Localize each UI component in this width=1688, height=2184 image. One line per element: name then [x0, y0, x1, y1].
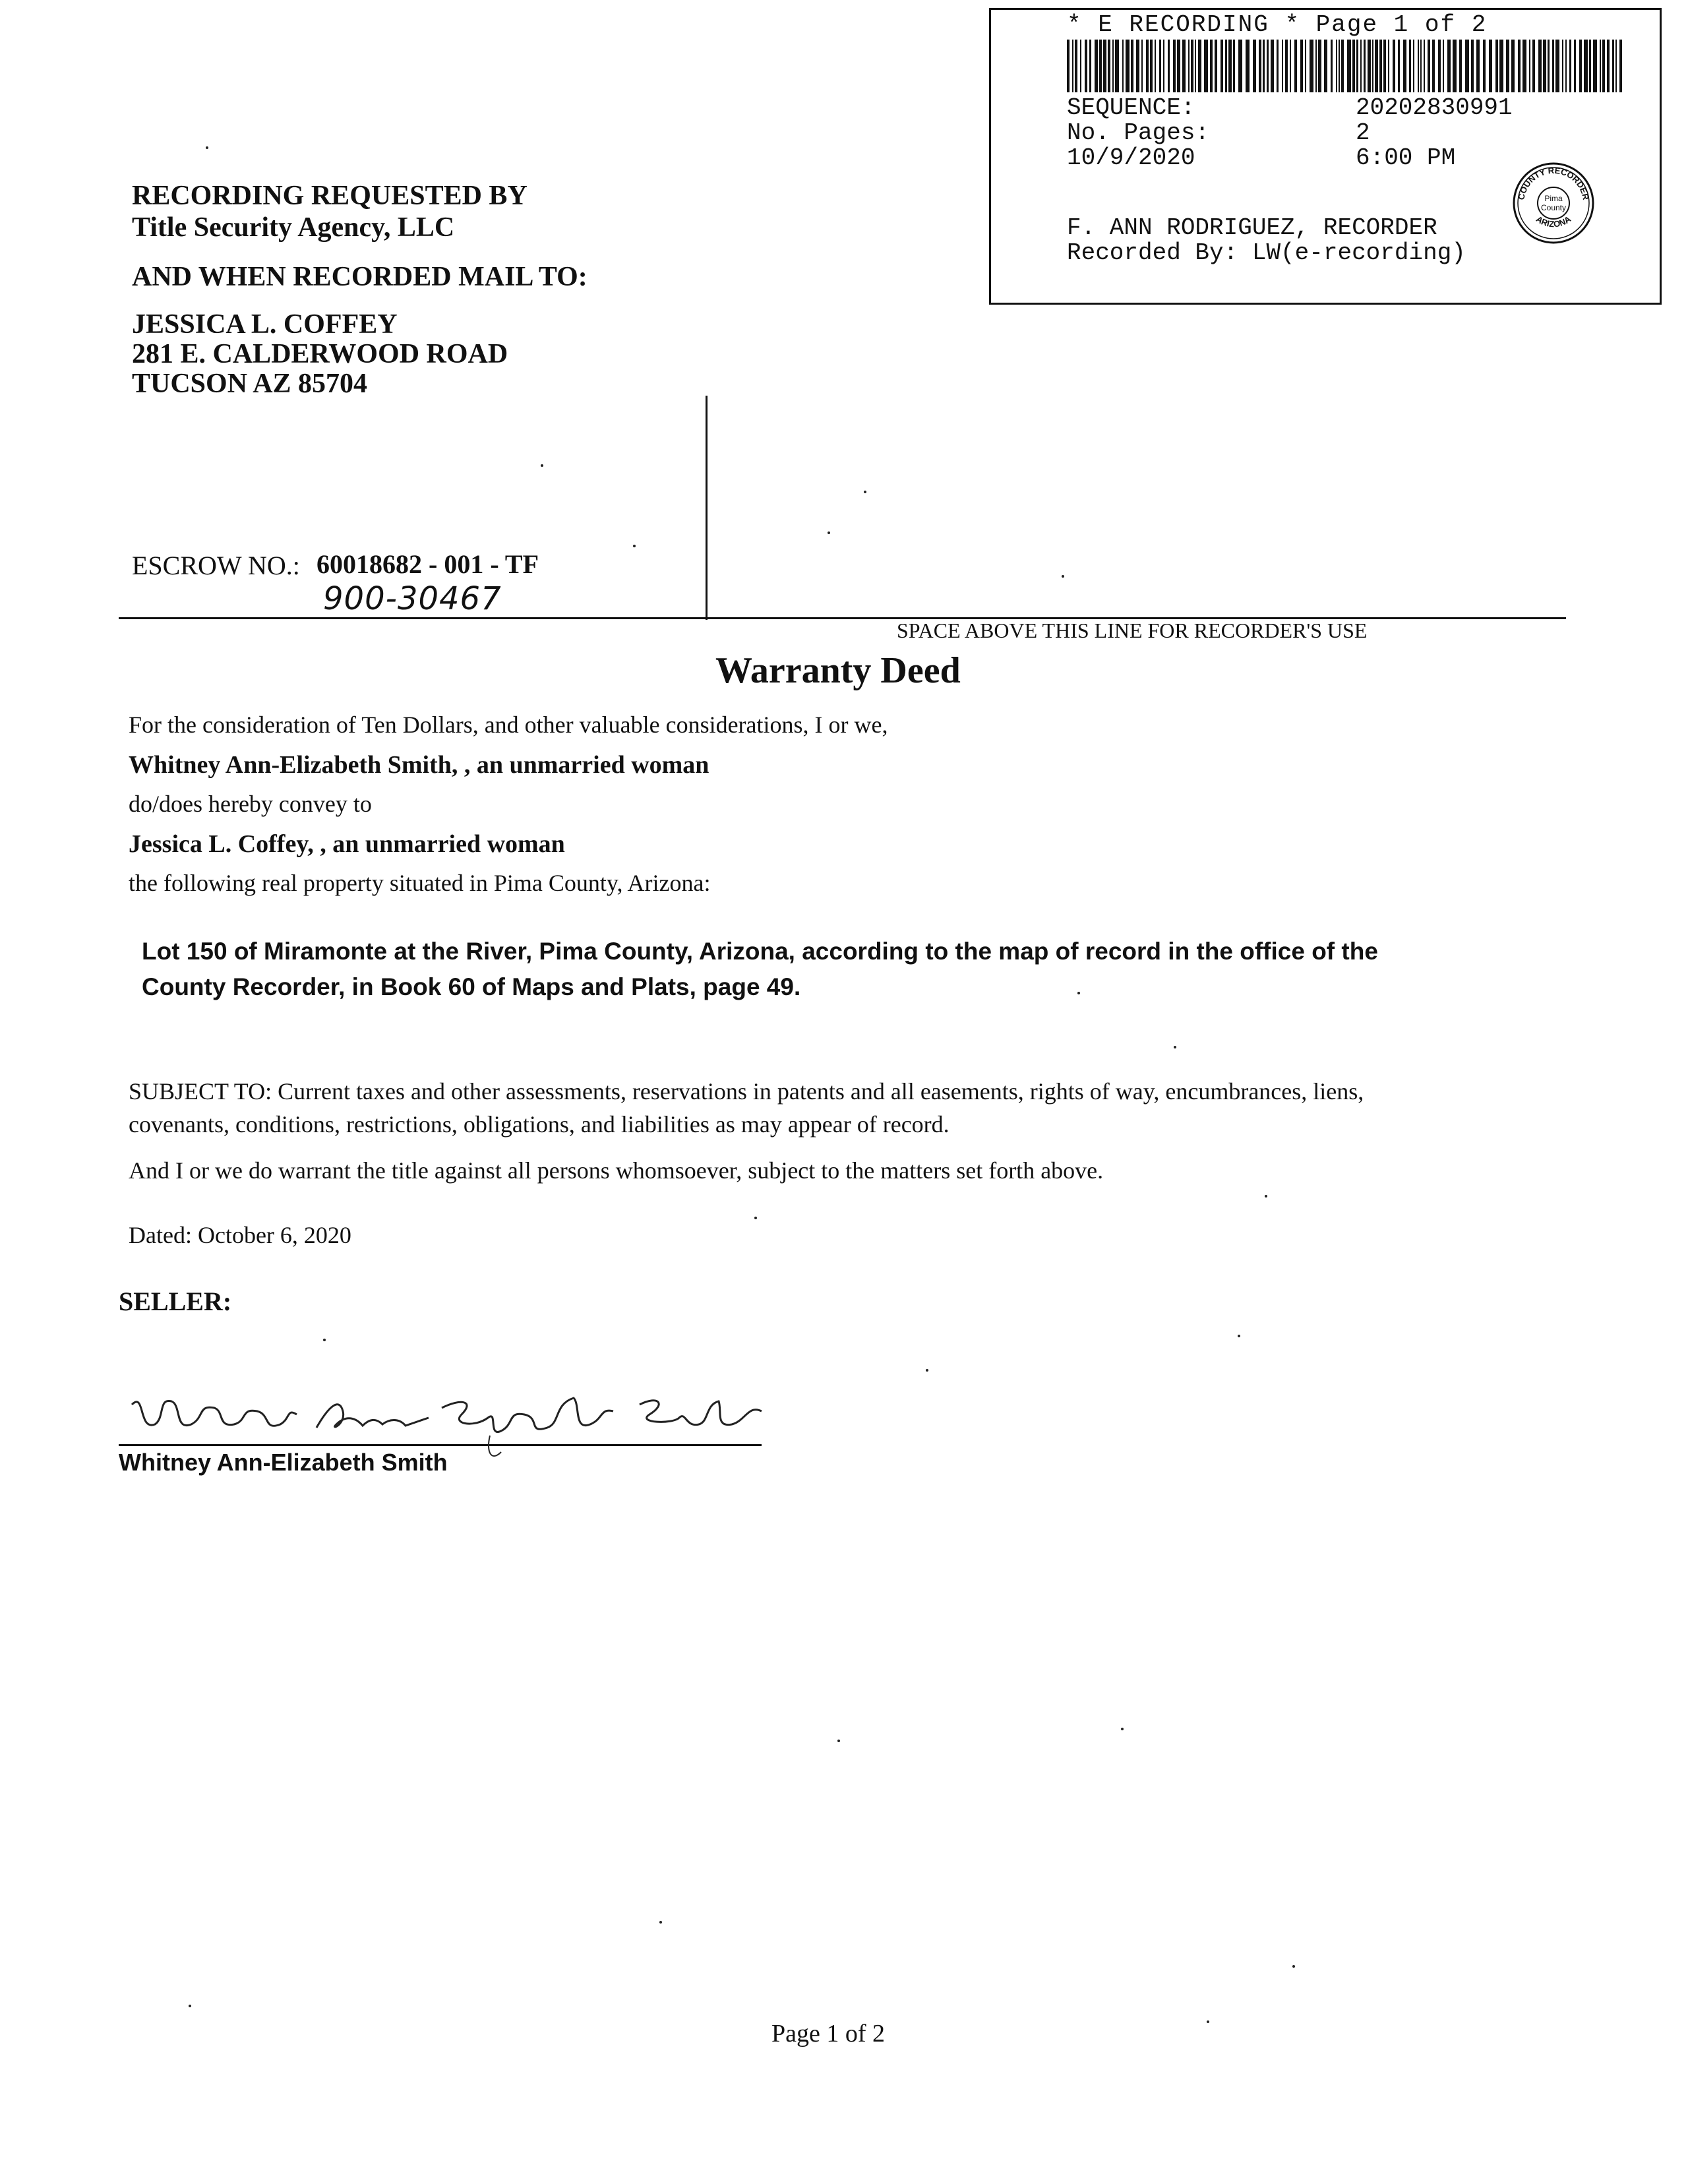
- barcode-bar: [1108, 40, 1110, 92]
- barcode-bar: [1267, 40, 1269, 92]
- barcode-bar: [1388, 40, 1389, 92]
- vertical-divider: [706, 396, 708, 620]
- barcode-bar: [1233, 40, 1235, 92]
- barcode-bar: [1383, 40, 1386, 92]
- barcode-bar: [1418, 40, 1419, 92]
- sequence-label: SEQUENCE:: [1067, 94, 1195, 121]
- barcode-bar: [1126, 40, 1130, 92]
- barcode-bar: [1228, 40, 1232, 92]
- barcode-bar: [1569, 40, 1571, 92]
- barcode-bar: [1339, 40, 1340, 92]
- barcode-bar: [1341, 40, 1344, 92]
- barcode-bar: [1225, 40, 1227, 92]
- barcode-bar: [1489, 40, 1492, 92]
- barcode-bar: [1589, 40, 1591, 92]
- page-number: Page 1 of 2: [771, 2020, 886, 2048]
- barcode-bar: [1574, 40, 1576, 92]
- barcode-bar: [1615, 40, 1617, 92]
- mail-to-city: TUCSON AZ 85704: [132, 369, 368, 399]
- barcode-bar: [1246, 40, 1250, 92]
- barcode-bar: [1543, 40, 1546, 92]
- barcode-bar: [1428, 40, 1430, 92]
- barcode-bar: [1115, 40, 1119, 92]
- barcode-bar: [1420, 40, 1422, 92]
- barcode-bar: [1310, 40, 1313, 92]
- barcode-bar: [1099, 40, 1102, 92]
- barcode-bar: [1584, 40, 1588, 92]
- stamp-header: * E RECORDING * Page 1 of 2: [1067, 11, 1488, 38]
- barcode-bar: [1300, 40, 1303, 92]
- escrow-number: 60018682 - 001 - TF: [316, 549, 539, 579]
- barcode-bar: [1195, 40, 1196, 92]
- barcode-bar: [1438, 40, 1441, 92]
- barcode-bar: [1602, 40, 1605, 92]
- barcode-bar: [1538, 40, 1542, 92]
- recorded-by: Recorded By: LW(e-recording): [1067, 239, 1466, 266]
- barcode-bar: [1403, 40, 1406, 92]
- barcode-bar: [1282, 40, 1283, 92]
- recorder-space-note: SPACE ABOVE THIS LINE FOR RECORDER'S USE: [897, 619, 1368, 642]
- requesting-agency: Title Security Agency, LLC: [132, 212, 455, 243]
- subject-to-line-1: SUBJECT TO: Current taxes and other assessments, reservations in patents and all easements, rights of way, encumbrances, liens,: [129, 1078, 1364, 1105]
- barcode-bar: [1067, 40, 1070, 92]
- barcode-bar: [1277, 40, 1279, 92]
- pages-label: No. Pages:: [1067, 119, 1210, 146]
- barcode-bar: [1085, 40, 1087, 92]
- seal-center-2: County: [1540, 203, 1567, 212]
- barcode-bar: [1191, 40, 1193, 92]
- barcode-bar: [1432, 40, 1435, 92]
- recorder-name: F. ANN RODRIGUEZ, RECORDER: [1067, 214, 1437, 241]
- legal-description-line-1: Lot 150 of Miramonte at the River, Pima County, Arizona, according to the map of record in the office of the: [142, 938, 1378, 965]
- barcode-bar: [1318, 40, 1321, 92]
- barcode-bar: [1089, 40, 1091, 92]
- barcode-bar: [1080, 40, 1081, 92]
- grantee-name: Jessica L. Coffey, , an unmarried woman: [129, 830, 565, 858]
- barcode-bar: [1352, 40, 1355, 92]
- barcode-bar: [1368, 40, 1371, 92]
- barcode-bar: [1215, 40, 1217, 92]
- barcode-bar: [1499, 40, 1503, 92]
- barcode-bar: [1221, 40, 1223, 92]
- barcode-bar: [1424, 40, 1425, 92]
- barcode-bar: [1372, 40, 1373, 92]
- barcode-bar: [1198, 40, 1201, 92]
- barcode-bar: [1453, 40, 1457, 92]
- barcode-bar: [1375, 40, 1378, 92]
- barcode-bar: [1188, 40, 1190, 92]
- barcode-bar: [1331, 40, 1333, 92]
- barcode-bar: [1177, 40, 1180, 92]
- barcode-bar: [1483, 40, 1486, 92]
- convey-text: do/does hereby convey to: [129, 791, 372, 817]
- barcode-bar: [1136, 40, 1139, 92]
- barcode-bar: [1360, 40, 1362, 92]
- barcode-bar: [1409, 40, 1411, 92]
- barcode-bar: [1112, 40, 1114, 92]
- recording-time: 6:00 PM: [1356, 144, 1456, 171]
- barcode-bar: [1263, 40, 1265, 92]
- barcode-bar: [1393, 40, 1395, 92]
- seller-signature: [119, 1378, 771, 1451]
- barcode-bar: [1529, 40, 1530, 92]
- barcode-bar: [1204, 40, 1208, 92]
- barcode-bar: [1413, 40, 1414, 92]
- seal-bottom-text: ARIZONA: [1534, 214, 1573, 229]
- recording-requested-label: RECORDING REQUESTED BY: [132, 181, 528, 211]
- barcode-bar: [1506, 40, 1509, 92]
- barcode-bar: [1495, 40, 1498, 92]
- escrow-label: ESCROW NO.:: [132, 551, 300, 580]
- recording-date: 10/9/2020: [1067, 144, 1195, 171]
- recording-stamp: [989, 8, 1662, 305]
- barcode-bar: [1548, 40, 1550, 92]
- barcode-bar: [1315, 40, 1317, 92]
- barcode-bar: [1324, 40, 1327, 92]
- seal-top-text: COUNTY RECORDER: [1516, 165, 1591, 201]
- barcode-bar: [1075, 40, 1077, 92]
- barcode-bar: [1579, 40, 1582, 92]
- barcode-bar: [1476, 40, 1480, 92]
- sequence-value: 20202830991: [1356, 94, 1513, 121]
- barcode-bar: [1146, 40, 1149, 92]
- barcode-bar: [1565, 40, 1567, 92]
- barcode: [1067, 40, 1627, 92]
- seller-printed-name: Whitney Ann-Elizabeth Smith: [119, 1449, 448, 1476]
- barcode-bar: [1168, 40, 1170, 92]
- barcode-bar: [1290, 40, 1291, 92]
- barcode-bar: [1471, 40, 1474, 92]
- barcode-bar: [1238, 40, 1242, 92]
- signature-line: [119, 1444, 762, 1446]
- barcode-bar: [1511, 40, 1515, 92]
- barcode-bar: [1555, 40, 1559, 92]
- county-seal-icon: [1511, 160, 1596, 246]
- barcode-bar: [1532, 40, 1535, 92]
- barcode-bar: [1465, 40, 1469, 92]
- barcode-bar: [1607, 40, 1610, 92]
- barcode-bar: [1356, 40, 1358, 92]
- consideration-text: For the consideration of Ten Dollars, and other valuable considerations, I or we,: [129, 712, 888, 738]
- barcode-bar: [1072, 40, 1073, 92]
- barcode-bar: [1294, 40, 1297, 92]
- barcode-bar: [1271, 40, 1274, 92]
- escrow-handwritten-number: 900-30467: [323, 580, 502, 617]
- barcode-bar: [1095, 40, 1098, 92]
- subject-to-line-2: covenants, conditions, restrictions, obligations, and liabilities as may appear of record.: [129, 1111, 950, 1138]
- barcode-bar: [1347, 40, 1351, 92]
- legal-description-line-2: County Recorder, in Book 60 of Maps and Plats, page 49.: [142, 973, 801, 1000]
- mail-to-street: 281 E. CALDERWOOD ROAD: [132, 339, 508, 369]
- mail-to-name: JESSICA L. COFFEY: [132, 309, 398, 340]
- barcode-bar: [1518, 40, 1521, 92]
- barcode-bar: [1612, 40, 1614, 92]
- warrant-text: And I or we do warrant the title against all persons whomsoever, subject to the matters set forth above.: [129, 1157, 1104, 1184]
- barcode-bar: [1398, 40, 1400, 92]
- barcode-bar: [1600, 40, 1601, 92]
- seal-center-1: Pima: [1544, 194, 1563, 203]
- pages-value: 2: [1356, 119, 1370, 146]
- document-title: Warranty Deed: [715, 650, 961, 691]
- barcode-bar: [1163, 40, 1164, 92]
- barcode-bar: [1619, 40, 1622, 92]
- barcode-bar: [1459, 40, 1462, 92]
- svg-text:ARIZONA: [1534, 214, 1573, 229]
- barcode-bar: [1210, 40, 1213, 92]
- barcode-bar: [1182, 40, 1186, 92]
- barcode-bar: [1131, 40, 1133, 92]
- signature-flourish: [485, 1432, 504, 1465]
- barcode-bar: [1593, 40, 1597, 92]
- grantor-name: Whitney Ann-Elizabeth Smith, , an unmarried woman: [129, 751, 709, 779]
- barcode-bar: [1259, 40, 1261, 92]
- barcode-bar: [1364, 40, 1366, 92]
- barcode-bar: [1443, 40, 1444, 92]
- barcode-bar: [1159, 40, 1161, 92]
- barcode-bar: [1336, 40, 1337, 92]
- barcode-bar: [1285, 40, 1288, 92]
- barcode-bar: [1150, 40, 1153, 92]
- barcode-bar: [1562, 40, 1563, 92]
- barcode-bar: [1173, 40, 1176, 92]
- barcode-bar: [1552, 40, 1554, 92]
- dated-text: Dated: October 6, 2020: [129, 1222, 351, 1248]
- barcode-bar: [1253, 40, 1256, 92]
- mail-to-label: AND WHEN RECORDED MAIL TO:: [132, 262, 588, 292]
- barcode-bar: [1155, 40, 1156, 92]
- barcode-bar: [1447, 40, 1451, 92]
- barcode-bar: [1103, 40, 1106, 92]
- barcode-bar: [1379, 40, 1382, 92]
- barcode-bar: [1522, 40, 1526, 92]
- property-intro: the following real property situated in Pima County, Arizona:: [129, 870, 711, 896]
- barcode-bar: [1122, 40, 1124, 92]
- seller-label: SELLER:: [119, 1287, 232, 1316]
- barcode-bar: [1141, 40, 1143, 92]
- barcode-bar: [1305, 40, 1306, 92]
